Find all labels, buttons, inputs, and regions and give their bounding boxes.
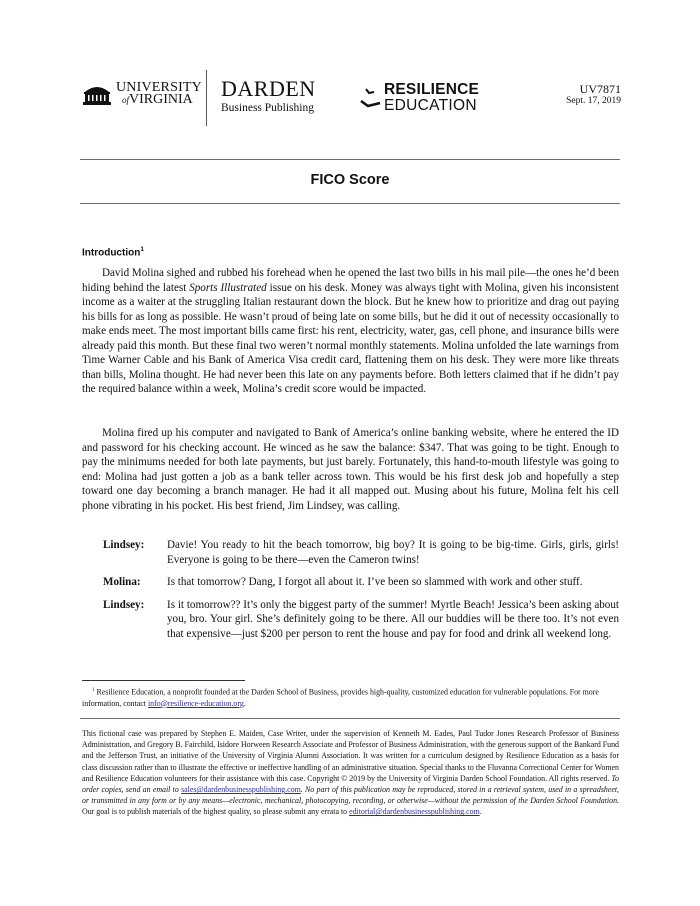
- footnote-marker: 1: [140, 246, 144, 253]
- paragraph-1-rest: issue on his desk. Money was always tight with Molina, given his inconsistent income as a waiter at the struggling Italian restaurant down the block. But he knew how to prioritize and drag out paying his bills for as long as possible. He wasn’t proud of being late on some bills, but he did it out of necessity occasionally to make ends meet. The most important bills came first: his rent, electricity, water, gas, cell phone, and insurance bills were already paid this month. But these final two weren’t normal monthly statements. Molina unfolded the late warnings from Time Warner Cable and his Bank of America Visa credit card, flattening them on his desk. They were more like threats than bills, Molina thought. He had never been this late on any payments before. Both letters claimed that if he didn’t pay the required balance within a week, Molina’s credit score would be impacted.: [82, 281, 620, 395]
- paragraph-1-start: David Molina sighed and rubbed his forehead when he opened the last two bills in his mail pile—the ones he’d been hiding behind the latest: [82, 267, 619, 294]
- page-title: FICO Score: [310, 172, 390, 188]
- case-date: Sept. 17, 2019: [566, 96, 621, 106]
- dialogue-row: [103, 598, 619, 642]
- paragraph-1: [82, 266, 619, 397]
- case-code: UV7871: [579, 82, 621, 96]
- dialogue-speaker: Lindsey:: [103, 598, 145, 611]
- order-copies-text: To order copies, send an email to: [82, 773, 619, 795]
- credits-end: .: [479, 807, 482, 817]
- darden-subtitle: Business Publishing: [221, 102, 314, 114]
- dialogue-line: Davie! You ready to hit the beach tomorrow, big boy? It is going to be big-time. Girls, girls, girls! Everyone is going to be there—even the Cameron twins!: [167, 539, 619, 566]
- dialogue: [103, 538, 619, 649]
- paragraph-2-text: Molina fired up his computer and navigated to Bank of America’s online banking website, where he entered the ID and password for his checking account. He winced as he saw the balance: $347. That was going to be tight. Enough to pay the minimums needed for both late payments, but just barely. Fortunately, this hand-to-mouth lifestyle was going to end: Molina had just gotten a job as a bank teller across town. This would be his first desk job and hopefully a step toward one day becoming a branch manager. He had it all mapped out. Musing about his future, Molina felt his cell phone vibrating in his pocket. His best friend, Jim Lindsey, was calling.: [82, 427, 619, 512]
- errata-text: Our goal is to publish materials of the highest quality, so please submit any errata to: [82, 807, 350, 817]
- editorial-email-link[interactable]: editorial@dardenbusinesspublishing.com: [349, 807, 480, 817]
- resilience-logo: [360, 82, 479, 114]
- document-header: [82, 70, 620, 130]
- section-heading: [82, 246, 144, 258]
- resilience-line1: RESILIENCE: [384, 81, 480, 98]
- footer-rule: [80, 718, 620, 719]
- uva-line2: VIRGINIA: [129, 92, 193, 107]
- footnote-text: Resilience Education, a nonprofit founded at the Darden School of Business, provides high-quality, customized education for vulnerable populations. For more information, contact: [82, 687, 599, 708]
- paragraph-2: [82, 426, 619, 513]
- dialogue-row: [103, 538, 619, 567]
- logo-divider: [206, 70, 207, 126]
- case-info: [566, 83, 621, 107]
- dialogue-speaker: Molina:: [103, 576, 141, 588]
- case-credits: [82, 728, 619, 818]
- footnote: [82, 685, 619, 709]
- darden-logo: [221, 78, 316, 116]
- dialogue-speaker: Lindsey:: [103, 539, 145, 551]
- uva-of: of: [122, 95, 130, 105]
- uva-line1: UNIVERSITY: [116, 80, 202, 95]
- credits-text: This fictional case was prepared by Stephen E. Maiden, Case Writer, under the supervision of Kenneth M. Eades, Paul Tudor Jones Research Professor of Business Administration, and Gregory B. Fairchild, Isidore Horween Research Associate and Professor of Business Administration, with the generous support of the Bankard Fund and the Jefferson Trust, an initiative of the University of Virginia Alumni Association. It was written for a curriculum designed by Resilience Education as a basis for class discussion rather than to illustrate the effective or ineffective handling of an administrative situation. Special thanks to the Fluvanna Correctional Center for Women and Resilience Education volunteers for their assistance with this case. Copyright © 2019 by the University of Virginia Darden School Foundation. All rights reserved.: [82, 729, 619, 783]
- section-heading-text: Introduction: [82, 247, 141, 259]
- rotunda-icon: [82, 83, 112, 105]
- resilience-email-link[interactable]: info@resilience-education.org: [147, 698, 244, 708]
- footnote-number: 1: [92, 688, 95, 693]
- magazine-title: Sports Illustrated: [189, 281, 267, 294]
- birds-icon: [360, 85, 382, 111]
- resilience-line2: EDUCATION: [384, 97, 477, 114]
- title-rule-bottom: [80, 203, 620, 204]
- sales-email-link[interactable]: sales@dardenbusinesspublishing.com: [181, 785, 301, 795]
- dialogue-row: [103, 575, 619, 590]
- footnote-end: .: [243, 698, 246, 708]
- dialogue-line: Is that tomorrow? Dang, I forgot all about it. I’ve been so slammed with work and other stuff.: [167, 576, 583, 588]
- copyright-notice: . No part of this publication may be reproduced, stored in a retrieval system, used in a spreadsheet, or transmitted in any form or by any means—electronic, mechanical, photocopying, recording, or otherwise—without the permission of the Darden School Foundation.: [82, 785, 620, 806]
- darden-name: DARDEN: [221, 76, 316, 101]
- uva-logo: [82, 82, 202, 106]
- title-rule-top: [80, 159, 620, 160]
- footnote-rule: [82, 680, 245, 681]
- dialogue-line: Is it tomorrow?? It’s only the biggest party of the summer! Myrtle Beach! Jessica’s been asking about you, bro. Your girl. She’s definitely going to be there. All our buddies will be there too. It’s not even that expensive—just $200 per person to rent the house and pay for food and drink all weekend long.: [167, 598, 619, 640]
